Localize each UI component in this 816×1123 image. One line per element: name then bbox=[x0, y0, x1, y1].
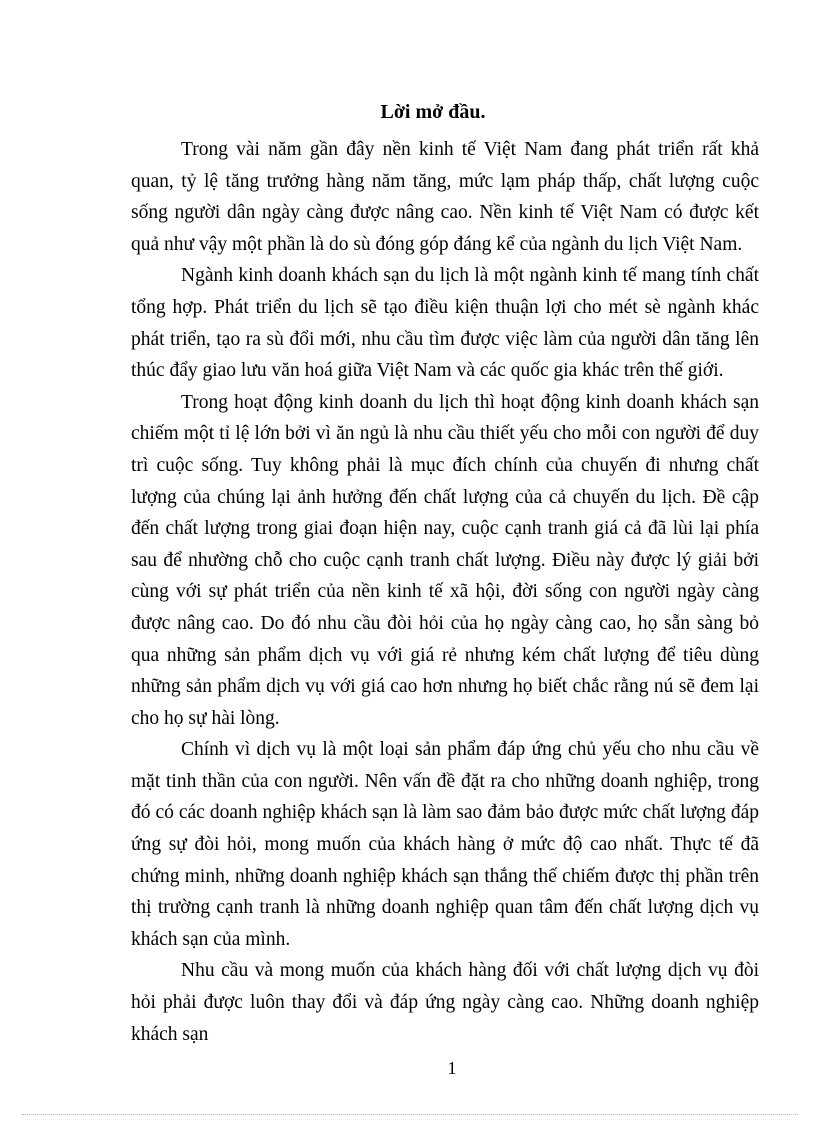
paragraph-1: Trong vài năm gần đây nền kinh tế Việt Nam đang phát triển rất khả quan, tỷ lệ tăng trưởng hàng năm tăng, mức lạm pháp thấp, chất lượng cuộc sống người dân ngày càng được nâng cao. Nền kinh tế Việt Nam có được kết quả như vậy một phần là do sù đóng góp đáng kể của ngành du lịch Việt Nam. bbox=[131, 139, 759, 255]
paragraph-4: Chính vì dịch vụ là một loại sản phẩm đáp ứng chủ yếu cho nhu cầu về mặt tinh thần của con người. Nên vấn đề đặt ra cho những doanh nghiệp, trong đó có các doanh nghiệp khách sạn là làm sao đảm bảo được mức chất lượng đáp ứng sự đòi hỏi, mong muốn của khách hàng ở mức độ cao nhất. Thực tế đã chứng minh, những doanh nghiệp khách sạn thắng thế chiếm được thị phần trên thị trường cạnh tranh là những doanh nghiệp quan tâm đến chất lượng dịch vụ khách sạn của mình. bbox=[131, 739, 759, 950]
paragraph-5: Nhu cầu và mong muốn của khách hàng đối với chất lượng dịch vụ đòi hỏi phải được luôn thay đổi và đáp ứng ngày càng cao. Những doanh nghiệp khách sạn bbox=[131, 960, 759, 1045]
paragraph-2: Ngành kinh doanh khách sạn du lịch là một ngành kinh tế mang tính chất tổng hợp. Phát triển du lịch sẽ tạo điều kiện thuận lợi cho mét sè ngành khác phát triển, tạo ra sù đổi mới, nhu cầu tìm được việc làm của người dân tăng lên thúc đẩy giao lưu văn hoá giữa Việt Nam và các quốc gia khác trên thế giới. bbox=[131, 265, 759, 382]
document-title: Lời mở đầu. bbox=[380, 101, 486, 123]
page-number: 1 bbox=[447, 1058, 457, 1078]
document-body bbox=[131, 134, 759, 1050]
page-bottom-border bbox=[22, 1114, 798, 1115]
paragraph-3: Trong hoạt động kinh doanh du lịch thì hoạt động kinh doanh khách sạn chiếm một tỉ lệ lớn bởi vì ăn ngủ là nhu cầu thiết yếu cho mỗi con người để duy trì cuộc sống. Tuy không phải là mục đích chính của chuyến đi nhưng chất lượng của chúng lại ảnh hưởng đến chất lượng của cả chuyến du lịch. Đề cập đến chất lượng trong giai đoạn hiện nay, cuộc cạnh tranh giá cả đã lùi lại phía sau để nhường chỗ cho cuộc cạnh tranh chất lượng. Điều này được lý giải bởi cùng với sự phát triển của nền kinh tế xã hội, đời sống con người ngày càng được nâng cao. Do đó nhu cầu đòi hỏi của họ ngày càng cao, họ sẵn sàng bỏ qua những sản phẩm dịch vụ với giá rẻ nhưng kém chất lượng để tiêu dùng những sản phẩm dịch vụ với giá cao hơn nhưng họ biết chắc rằng nú sẽ đem lại cho họ sự hài lòng. bbox=[131, 391, 759, 729]
